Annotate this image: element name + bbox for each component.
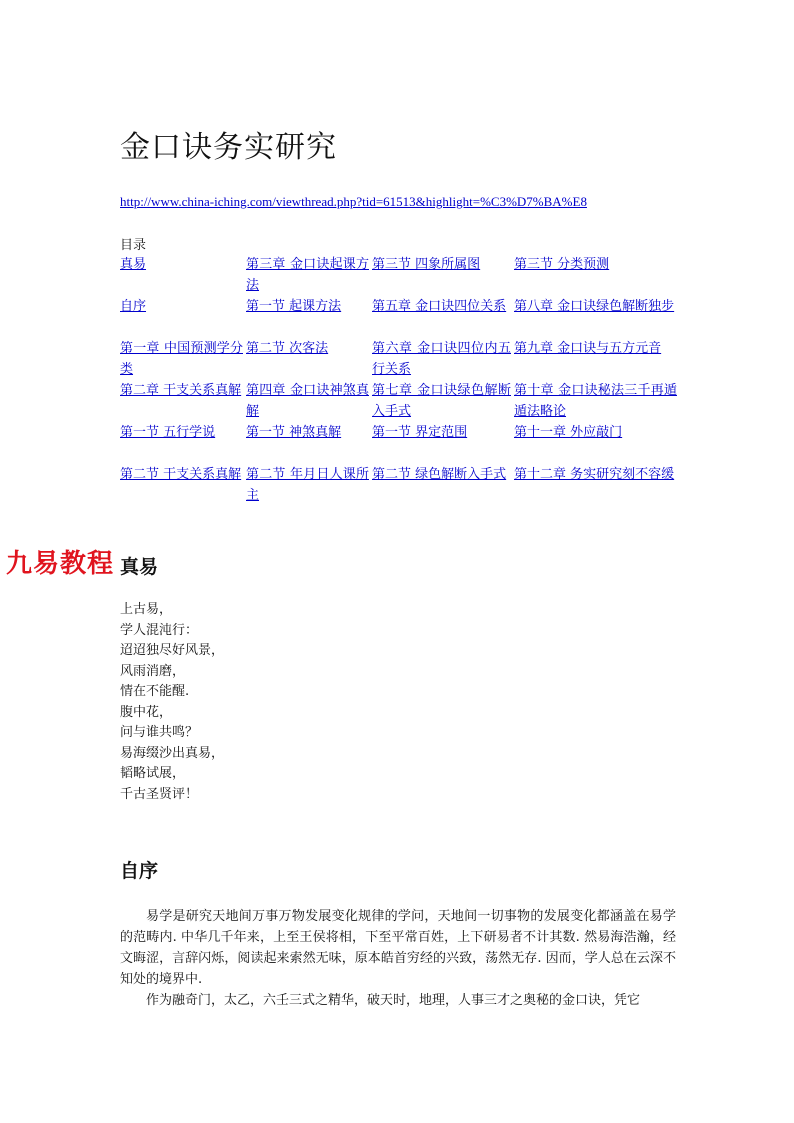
preface-paragraph: 易学是研究天地间万事万物发展变化规律的学问，天地间一切事物的发展变化都涵盖在易学的范畴内. 中华几千年来，上至王侯将相，下至平常百姓，上下研易者不计其数. 然易海浩瀚，经文晦涩，言辞闪烁，阅读起来索然无味，原本皓首穷经的兴致，荡然无存. 因而，学人总在云深不知处的境界中.: [120, 909, 676, 987]
poem-line: 韬略试展，: [120, 766, 186, 781]
toc-table: [120, 254, 680, 506]
toc-cell: [514, 254, 680, 296]
toc-link[interactable]: 第二节 年月日人课所主: [246, 467, 369, 503]
poem-line: 问与谁共鸣？: [120, 725, 199, 740]
toc-link[interactable]: 第三节 分类预测: [514, 257, 610, 272]
toc-cell: [372, 422, 514, 464]
toc-link[interactable]: 第一章 中国预测学分类: [120, 341, 243, 377]
toc-cell: [514, 338, 680, 380]
toc-link[interactable]: 第三节 四象所属图: [372, 257, 481, 272]
toc-link[interactable]: 第十二章 务实研究刻不容缓: [514, 467, 675, 482]
toc-link[interactable]: 第三章 金口诀起课方法: [246, 257, 369, 293]
toc-link[interactable]: 第一节 五行学说: [120, 425, 216, 440]
toc-link[interactable]: 第二节 次客法: [246, 341, 329, 356]
toc-cell: [372, 254, 514, 296]
poem-line: 情在不能醒.: [120, 684, 190, 699]
toc-cell: [246, 296, 372, 338]
toc-link[interactable]: 第四章 金口诀神煞真解: [246, 383, 369, 419]
watermark-logo: 九易教程: [6, 549, 115, 579]
poem-line: 千古圣贤评！: [120, 786, 199, 802]
poem-list: [120, 600, 224, 805]
page-title: 金口诀务实研究: [120, 130, 337, 165]
toc-link[interactable]: 第六章 金口诀四位内五行关系: [372, 341, 511, 377]
toc-cell: [120, 296, 246, 338]
toc-cell: [120, 338, 246, 380]
toc-link[interactable]: 第十一章 外应敲门: [514, 425, 623, 440]
section-heading-zixu: 自序: [120, 860, 159, 882]
toc-cell: [120, 380, 246, 422]
toc-link[interactable]: 第二章 干支关系真解: [120, 383, 242, 398]
toc-cell: [514, 296, 680, 338]
toc-link[interactable]: 第一节 界定范围: [372, 425, 468, 440]
preface-paragraph: 作为融奇门，太乙，六壬三式之精华，破天时，地理，人事三才之奥秘的金口诀，凭它: [146, 993, 641, 1008]
toc-row: [120, 254, 680, 296]
poem-line: 风雨消磨，: [120, 663, 186, 679]
toc-link[interactable]: 第一节 起课方法: [246, 299, 342, 314]
section-heading-zhenyi: 真易: [120, 556, 159, 578]
toc-link[interactable]: 第五章 金口诀四位关系: [372, 299, 507, 314]
toc-row: [120, 338, 680, 380]
toc-link[interactable]: 真易: [120, 257, 147, 272]
toc-label: 目录: [120, 238, 147, 253]
toc-link[interactable]: 第十章 金口诀秘法三千再遁遁法略论: [514, 383, 677, 419]
poem-line: 迢迢独尽好风景，: [120, 643, 225, 658]
toc-cell: [246, 254, 372, 296]
toc-link[interactable]: 第九章 金口诀与五方元音: [514, 341, 662, 356]
toc-link[interactable]: 自序: [120, 299, 147, 314]
toc-row: [120, 296, 680, 338]
toc-link[interactable]: 第一节 神煞真解: [246, 425, 342, 440]
toc-cell: [246, 380, 372, 422]
toc-cell: [372, 296, 514, 338]
toc-link[interactable]: 第七章 金口诀绿色解断入手式: [372, 383, 511, 419]
poem-line: 腹中花，: [120, 704, 173, 720]
toc-row: [120, 464, 680, 506]
toc-cell: [246, 338, 372, 380]
toc-link[interactable]: 第二节 绿色解断入手式: [372, 467, 507, 482]
toc-cell: [120, 464, 246, 506]
toc-cell: [514, 380, 680, 422]
toc-cell: [514, 464, 680, 506]
toc-link[interactable]: 第二节 干支关系真解: [120, 467, 242, 482]
poem-line: 学人混沌行：: [120, 622, 199, 638]
source-url-link[interactable]: http://www.china-iching.com/viewthread.php?tid=61513&highlight=%C3%D7%BA%E8: [120, 194, 587, 209]
toc-cell: [120, 422, 246, 464]
toc-cell: [514, 422, 680, 464]
poem-line: 上古易，: [120, 602, 173, 617]
toc-cell: [120, 254, 246, 296]
toc-cell: [246, 464, 372, 506]
toc-link[interactable]: 第八章 金口诀绿色解断独步: [514, 299, 675, 314]
toc-row: [120, 422, 680, 464]
poem-line: 易海缀沙出真易，: [120, 745, 225, 761]
toc-cell: [372, 464, 514, 506]
toc-cell: [372, 380, 514, 422]
toc-row: [120, 380, 680, 422]
toc-cell: [246, 422, 372, 464]
toc-cell: [372, 338, 514, 380]
